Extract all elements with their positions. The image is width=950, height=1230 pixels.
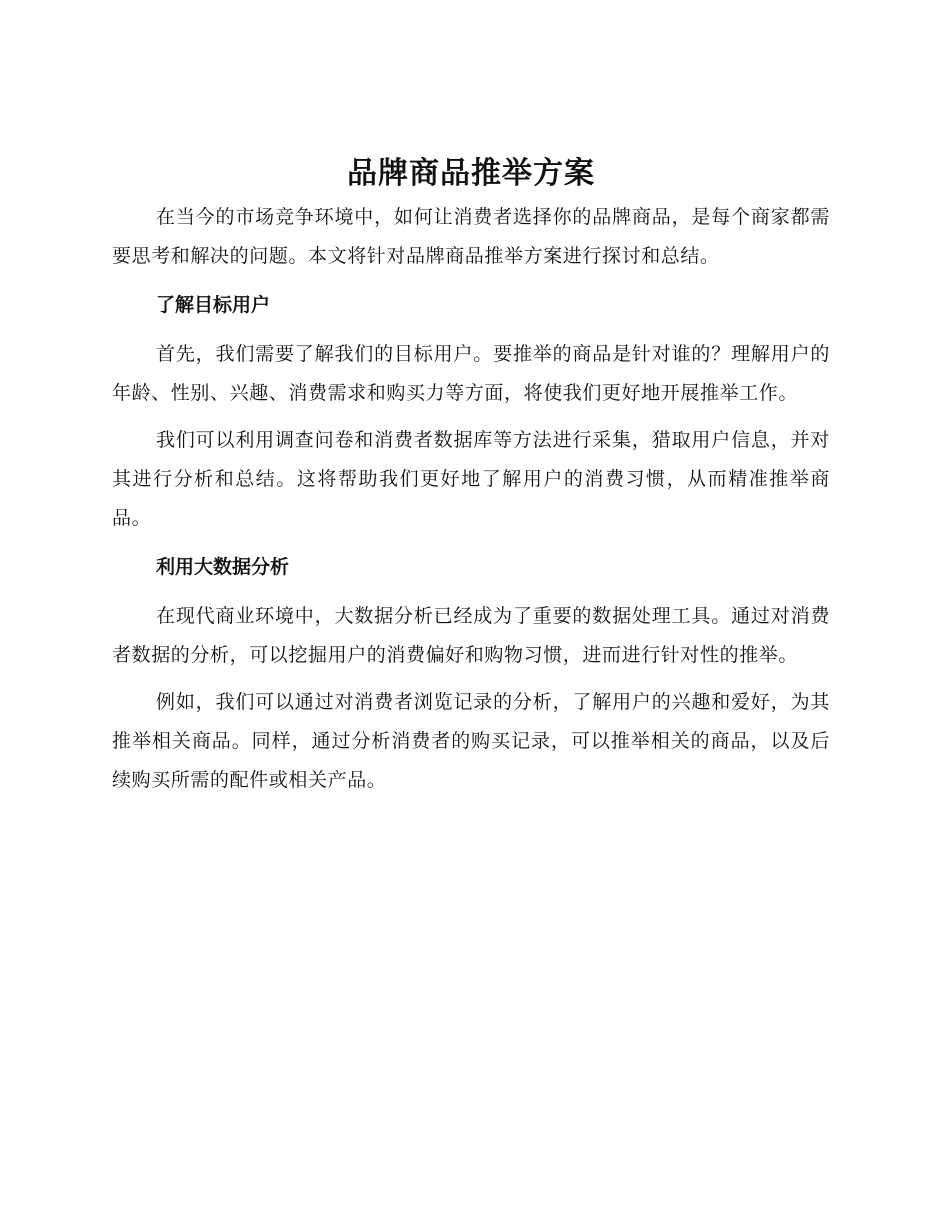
section-paragraph: 在现代商业环境中，大数据分析已经成为了重要的数据处理工具。通过对消费者数据的分析，可以挖掘用户的消费偏好和购物习惯，进而进行针对性的推举。 bbox=[112, 605, 830, 666]
intro-paragraph: 在当今的市场竞争环境中，如何让消费者选择你的品牌商品，是每个商家都需要思考和解决的问题。本文将针对品牌商品推举方案进行探讨和总结。 bbox=[112, 206, 830, 267]
section-heading: 了解目标用户 bbox=[156, 294, 271, 316]
document-title: 品牌商品推举方案 bbox=[347, 156, 595, 191]
section-paragraph: 例如，我们可以通过对消费者浏览记录的分析，了解用户的兴趣和爱好，为其推举相关商品。同样，通过分析消费者的购买记录，可以推举相关的商品，以及后续购买所需的配件或相关产品。 bbox=[112, 691, 830, 791]
section-heading: 利用大数据分析 bbox=[156, 556, 290, 578]
section-paragraph: 我们可以利用调查问卷和消费者数据库等方法进行采集，猎取用户信息，并对其进行分析和总结。这将帮助我们更好地了解用户的消费习惯，从而精准推举商品。 bbox=[112, 429, 830, 529]
section-big-data bbox=[112, 548, 830, 800]
section-paragraph: 首先，我们需要了解我们的目标用户。要推举的商品是针对谁的？理解用户的年龄、性别、兴趣、消费需求和购买力等方面，将使我们更好地开展推举工作。 bbox=[112, 343, 830, 404]
document-page bbox=[112, 150, 830, 808]
section-target-users bbox=[112, 286, 830, 538]
